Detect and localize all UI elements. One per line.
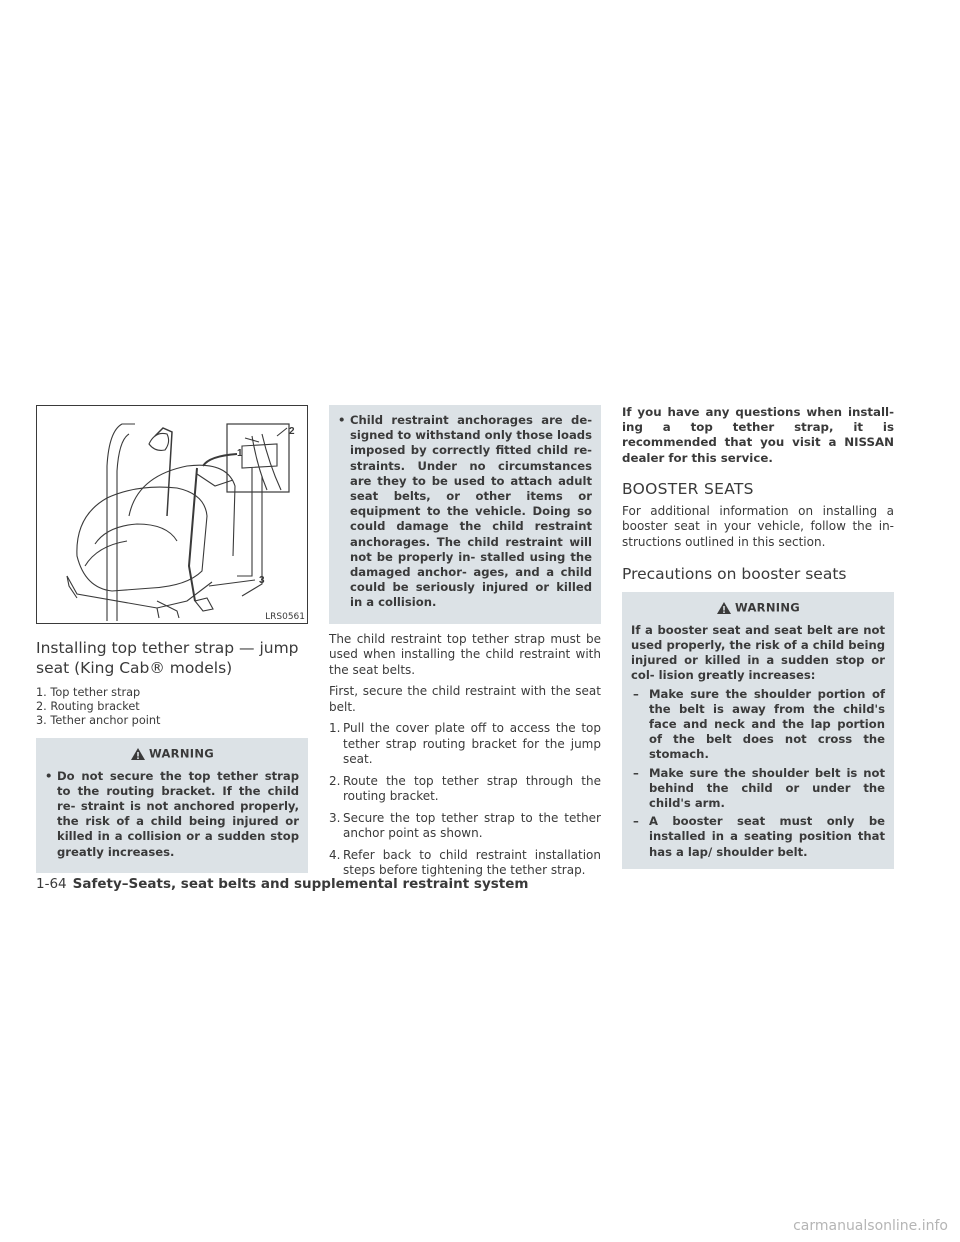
booster-paragraph: For additional information on installing a booster seat in your vehicle, follow the in- structions outlined in this section. bbox=[622, 503, 894, 549]
step-item: 1. Pull the cover plate off to access the top tether strap routing bracket for the jump seat. bbox=[329, 721, 601, 767]
column-2 bbox=[329, 405, 601, 885]
step-item: 3. Secure the top tether strap to the tether anchor point as shown. bbox=[329, 810, 601, 841]
callout-2: 2 bbox=[289, 426, 295, 437]
figure-code: LRS0561 bbox=[265, 612, 305, 622]
callout-1: 1 bbox=[237, 448, 243, 459]
body-paragraph: First, secure the child restraint with the seat belt. bbox=[329, 684, 601, 714]
watermark: carmanualsonline.info bbox=[793, 1218, 948, 1234]
dealer-note: If you have any questions when install- ing a top tether strap, it is recommended that you visit a NISSAN dealer for this service. bbox=[622, 405, 894, 465]
callout-3: 3 bbox=[259, 575, 265, 586]
step-item: 2. Route the top tether strap through the routing bracket. bbox=[329, 773, 601, 804]
legend-item: 1. Top tether strap bbox=[36, 686, 141, 699]
chapter-title: Safety–Seats, seat belts and supplemental restraint system bbox=[72, 876, 529, 892]
warning-header: WARNING bbox=[45, 742, 299, 769]
page-footer bbox=[36, 876, 528, 892]
warning-intro: If a booster seat and seat belt are not used properly, the risk of a child being injured or killed in a sudden stop or col- lision greatly increases: bbox=[631, 622, 885, 683]
column-1 bbox=[36, 405, 308, 873]
warning-box bbox=[36, 738, 308, 873]
tether-strap-illustration bbox=[36, 405, 308, 624]
page-number: 1-64 bbox=[36, 876, 67, 892]
body-paragraph: The child restraint top tether strap must be used when installing the child restraint with the seat belts. bbox=[329, 631, 601, 677]
warning-icon bbox=[130, 747, 146, 761]
warning-box bbox=[622, 592, 894, 869]
step-item: 4. Refer back to child restraint installation steps before tightening the tether strap. bbox=[329, 847, 601, 878]
warning-item: – A booster seat must only be installed in a seating position that has a lap/ shoulder belt. bbox=[633, 814, 885, 859]
section-heading: Installing top tether strap — jump seat (King Cab® models) bbox=[36, 639, 299, 677]
warning-item: – Make sure the shoulder portion of the belt is away from the child's face and neck and the lap portion of the belt does not cross the stomach. bbox=[633, 686, 885, 762]
legend-item: 3. Tether anchor point bbox=[36, 714, 161, 727]
warning-item: • Do not secure the top tether strap to the routing bracket. If the child re- straint is not anchored properly, the risk of a child being injured or killed in a collision or a sudden stop greatly increases. bbox=[45, 768, 299, 859]
legend-item: 2. Routing bracket bbox=[36, 700, 140, 713]
warning-item: • Child restraint anchorages are de- signed to withstand only those loads imposed by correctly fitted child re- straints. Under no circumstances are they to be used to attach adult seat belts, or other items or equipment to the vehicle. Doing so could damage the child restraint anchorages. The child restraint will not be properly in- stalled using the damaged anchor- ages, and a child could be seriously injured or killed in a collision. bbox=[338, 413, 592, 610]
column-3 bbox=[622, 405, 894, 869]
precautions-heading: Precautions on booster seats bbox=[622, 565, 847, 584]
booster-seats-heading: BOOSTER SEATS bbox=[622, 479, 754, 498]
figure-legend bbox=[36, 686, 308, 728]
warning-icon bbox=[716, 601, 732, 615]
warning-item: – Make sure the shoulder belt is not behind the child or under the child's arm. bbox=[633, 765, 885, 811]
seat-diagram bbox=[37, 406, 307, 623]
warning-box-continued bbox=[329, 405, 601, 624]
warning-header: WARNING bbox=[631, 596, 885, 623]
